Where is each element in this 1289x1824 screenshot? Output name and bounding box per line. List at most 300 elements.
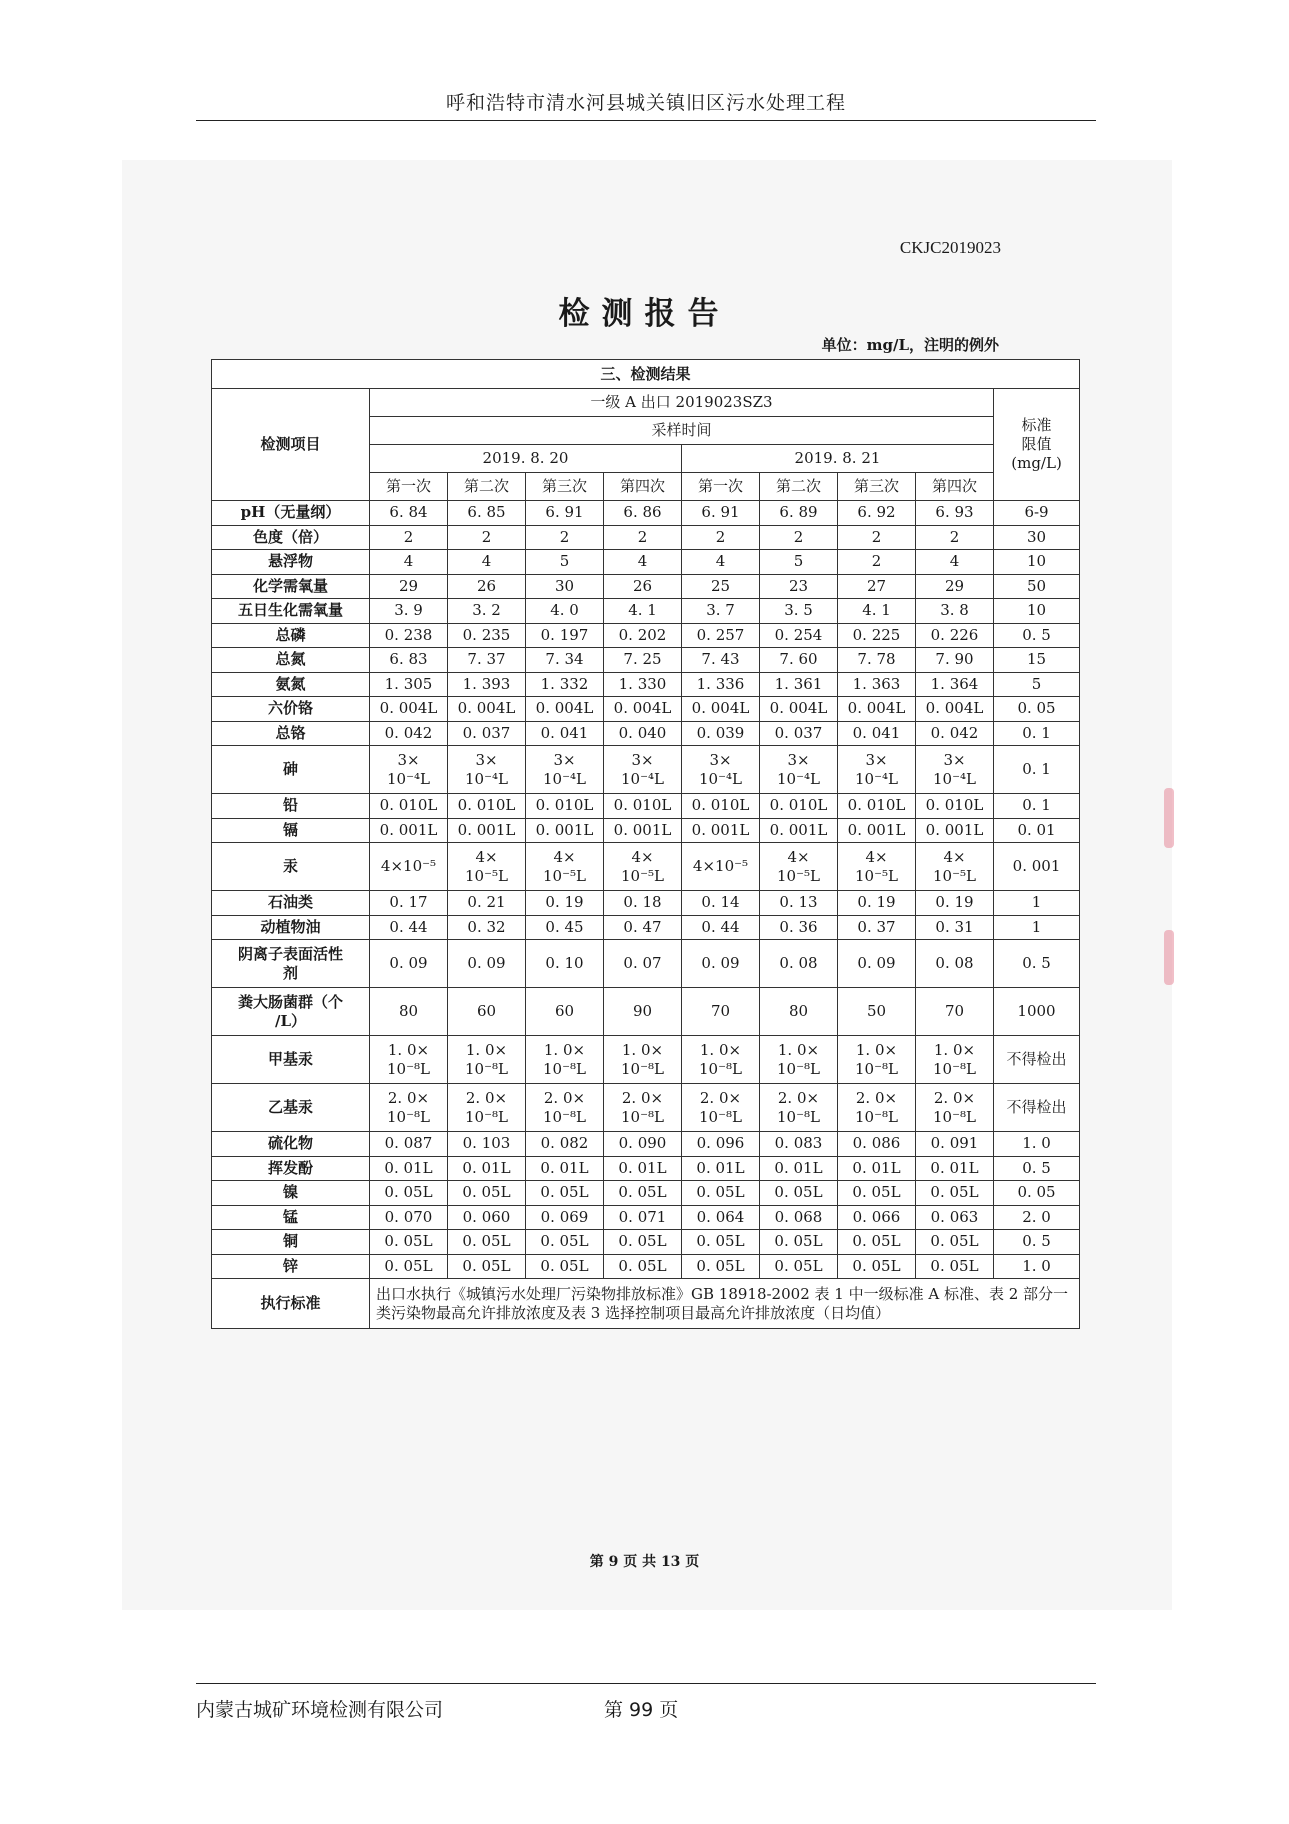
limit-value: 1. 0: [994, 1254, 1080, 1279]
measured-value: 2: [682, 525, 760, 550]
measured-value: 0. 01L: [682, 1156, 760, 1181]
measured-value: 0. 09: [448, 940, 526, 988]
measured-value: 0. 05L: [760, 1254, 838, 1279]
measured-value: 0. 103: [448, 1132, 526, 1157]
table-row: [212, 721, 1080, 746]
measured-value: 2: [526, 525, 604, 550]
limit-value: 1: [994, 915, 1080, 940]
measured-value: 0. 082: [526, 1132, 604, 1157]
table-row: [212, 891, 1080, 916]
table-row: [212, 672, 1080, 697]
measured-value: 0. 010L: [604, 794, 682, 819]
table-row: [212, 1156, 1080, 1181]
measured-value: 2: [370, 525, 448, 550]
measured-value: 27: [838, 574, 916, 599]
measured-value: 0. 004L: [526, 697, 604, 722]
item-name: 砷: [212, 746, 370, 794]
table-row: [212, 697, 1080, 722]
round-header: 第三次: [526, 473, 604, 501]
measured-value: 0. 01L: [526, 1156, 604, 1181]
item-name: 总氮: [212, 648, 370, 673]
limit-value: 1: [994, 891, 1080, 916]
measured-value: 2. 0× 10⁻⁸L: [838, 1084, 916, 1132]
round-header: 第四次: [604, 473, 682, 501]
measured-value: 0. 05L: [448, 1181, 526, 1206]
measured-value: 0. 060: [448, 1205, 526, 1230]
limit-value: 0. 5: [994, 1230, 1080, 1255]
measured-value: 0. 05L: [838, 1181, 916, 1206]
measured-value: 1. 305: [370, 672, 448, 697]
limit-value: 6-9: [994, 501, 1080, 526]
item-name: 色度（倍）: [212, 525, 370, 550]
limit-value: 30: [994, 525, 1080, 550]
measured-value: 0. 05L: [682, 1181, 760, 1206]
item-name: 粪大肠菌群（个 /L）: [212, 988, 370, 1036]
seal-fragment-2: [1164, 930, 1174, 985]
report-page-number: 第 9 页 共 13 页: [589, 1554, 700, 1570]
measured-value: 0. 07: [604, 940, 682, 988]
measured-value: 70: [682, 988, 760, 1036]
sampling-time-header: 采样时间: [370, 417, 994, 445]
sample-point: 一级 A 出口 2019023SZ3: [370, 389, 994, 417]
item-name: 硫化物: [212, 1132, 370, 1157]
measured-value: 0. 090: [604, 1132, 682, 1157]
measured-value: 0. 17: [370, 891, 448, 916]
item-name: 石油类: [212, 891, 370, 916]
measured-value: 7. 37: [448, 648, 526, 673]
measured-value: 1. 363: [838, 672, 916, 697]
measured-value: 1. 0× 10⁻⁸L: [448, 1036, 526, 1084]
measured-value: 2. 0× 10⁻⁸L: [526, 1084, 604, 1132]
measured-value: 0. 001L: [682, 818, 760, 843]
measured-value: 7. 43: [682, 648, 760, 673]
measured-value: 0. 05L: [448, 1254, 526, 1279]
limit-value: 2. 0: [994, 1205, 1080, 1230]
table-row: [212, 501, 1080, 526]
measured-value: 4× 10⁻⁵L: [838, 843, 916, 891]
seal-fragment-1: [1164, 788, 1174, 848]
measured-value: 0. 010L: [838, 794, 916, 819]
measured-value: 0. 197: [526, 623, 604, 648]
measured-value: 7. 90: [916, 648, 994, 673]
measured-value: 2: [838, 525, 916, 550]
measured-value: 0. 042: [916, 721, 994, 746]
measured-value: 7. 34: [526, 648, 604, 673]
measured-value: 0. 096: [682, 1132, 760, 1157]
measured-value: 0. 001L: [604, 818, 682, 843]
report-title: 检测报告: [558, 296, 731, 332]
table-row: [212, 843, 1080, 891]
measured-value: 0. 004L: [448, 697, 526, 722]
measured-value: 0. 037: [448, 721, 526, 746]
measured-value: 0. 44: [682, 915, 760, 940]
measured-value: 0. 19: [838, 891, 916, 916]
table-row: [212, 574, 1080, 599]
measured-value: 90: [604, 988, 682, 1036]
unit-note: 单位：mg/L，注明的例外: [821, 336, 999, 354]
measured-value: 1. 336: [682, 672, 760, 697]
measured-value: 6. 89: [760, 501, 838, 526]
measured-value: 1. 0× 10⁻⁸L: [916, 1036, 994, 1084]
measured-value: 7. 60: [760, 648, 838, 673]
measured-value: 60: [448, 988, 526, 1036]
measured-value: 3× 10⁻⁴L: [448, 746, 526, 794]
measured-value: 0. 001L: [526, 818, 604, 843]
measured-value: 2. 0× 10⁻⁸L: [760, 1084, 838, 1132]
measured-value: 4× 10⁻⁵L: [916, 843, 994, 891]
measured-value: 0. 010L: [526, 794, 604, 819]
measured-value: 7. 78: [838, 648, 916, 673]
measured-value: 0. 001L: [370, 818, 448, 843]
table-row: [212, 1230, 1080, 1255]
measured-value: 30: [526, 574, 604, 599]
round-header: 第三次: [838, 473, 916, 501]
measured-value: 4× 10⁻⁵L: [448, 843, 526, 891]
measured-value: 0. 01L: [604, 1156, 682, 1181]
item-name: 六价铬: [212, 697, 370, 722]
limit-value: 50: [994, 574, 1080, 599]
measured-value: 0. 010L: [916, 794, 994, 819]
table-row: [212, 648, 1080, 673]
limit-value: 0. 05: [994, 697, 1080, 722]
measured-value: 0. 064: [682, 1205, 760, 1230]
item-name: 悬浮物: [212, 550, 370, 575]
measured-value: 0. 091: [916, 1132, 994, 1157]
measured-value: 0. 041: [838, 721, 916, 746]
section-heading: 三、检测结果: [212, 360, 1080, 389]
round-header: 第一次: [370, 473, 448, 501]
measured-value: 4× 10⁻⁵L: [760, 843, 838, 891]
measured-value: 1. 0× 10⁻⁸L: [604, 1036, 682, 1084]
date-header: 2019. 8. 20: [370, 445, 682, 473]
limit-value: 0. 5: [994, 1156, 1080, 1181]
measured-value: 6. 85: [448, 501, 526, 526]
measured-value: 0. 05L: [682, 1254, 760, 1279]
measured-value: 2. 0× 10⁻⁸L: [604, 1084, 682, 1132]
measured-value: 1. 393: [448, 672, 526, 697]
measured-value: 0. 001L: [838, 818, 916, 843]
item-name: 铜: [212, 1230, 370, 1255]
limit-value: 0. 1: [994, 721, 1080, 746]
limit-value: 不得检出: [994, 1036, 1080, 1084]
item-header: 检测项目: [212, 389, 370, 501]
table-row: [212, 1181, 1080, 1206]
measured-value: 2. 0× 10⁻⁸L: [916, 1084, 994, 1132]
measured-value: 0. 01L: [838, 1156, 916, 1181]
measured-value: 0. 004L: [760, 697, 838, 722]
round-header: 第二次: [760, 473, 838, 501]
limit-value: 0. 5: [994, 623, 1080, 648]
measured-value: 0. 041: [526, 721, 604, 746]
item-name: 镉: [212, 818, 370, 843]
table-row: [212, 623, 1080, 648]
measured-value: 0. 257: [682, 623, 760, 648]
measured-value: 0. 087: [370, 1132, 448, 1157]
measured-value: 3× 10⁻⁴L: [760, 746, 838, 794]
measured-value: 4× 10⁻⁵L: [604, 843, 682, 891]
measured-value: 0. 063: [916, 1205, 994, 1230]
measured-value: 3× 10⁻⁴L: [526, 746, 604, 794]
measured-value: 1. 361: [760, 672, 838, 697]
date-header: 2019. 8. 21: [682, 445, 994, 473]
measured-value: 3× 10⁻⁴L: [838, 746, 916, 794]
measured-value: 3× 10⁻⁴L: [604, 746, 682, 794]
measured-value: 0. 05L: [838, 1254, 916, 1279]
measured-value: 0. 05L: [370, 1230, 448, 1255]
measured-value: 0. 09: [370, 940, 448, 988]
measured-value: 0. 01L: [448, 1156, 526, 1181]
measured-value: 23: [760, 574, 838, 599]
measured-value: 0. 14: [682, 891, 760, 916]
limit-value: 10: [994, 550, 1080, 575]
measured-value: 3× 10⁻⁴L: [682, 746, 760, 794]
measured-value: 2: [916, 525, 994, 550]
measured-value: 0. 05L: [682, 1230, 760, 1255]
measured-value: 0. 05L: [604, 1254, 682, 1279]
measured-value: 1. 0× 10⁻⁸L: [838, 1036, 916, 1084]
table-row: [212, 1205, 1080, 1230]
item-name: 镍: [212, 1181, 370, 1206]
measured-value: 0. 069: [526, 1205, 604, 1230]
measured-value: 0. 05L: [916, 1181, 994, 1206]
measured-value: 1. 332: [526, 672, 604, 697]
measured-value: 0. 01L: [760, 1156, 838, 1181]
standard-row: [212, 1279, 1080, 1329]
measured-value: 0. 19: [526, 891, 604, 916]
measured-value: 0. 18: [604, 891, 682, 916]
measured-value: 0. 10: [526, 940, 604, 988]
standard-text: 出口水执行《城镇污水处理厂污染物排放标准》GB 18918-2002 表 1 中一级标准 A 标准、表 2 部分一类污染物最高允许排放浓度及表 3 选择控制项目最高允许排放浓度（日均值）: [370, 1279, 1080, 1329]
measured-value: 2: [838, 550, 916, 575]
measured-value: 4×10⁻⁵: [682, 843, 760, 891]
measured-value: 0. 05L: [448, 1230, 526, 1255]
limit-value: 1000: [994, 988, 1080, 1036]
measured-value: 29: [916, 574, 994, 599]
item-name: 动植物油: [212, 915, 370, 940]
item-name: 氨氮: [212, 672, 370, 697]
item-name: 总磷: [212, 623, 370, 648]
measured-value: 0. 13: [760, 891, 838, 916]
measured-value: 4: [916, 550, 994, 575]
measured-value: 3. 9: [370, 599, 448, 624]
results-table: [211, 359, 1080, 1329]
standard-label: 执行标准: [212, 1279, 370, 1329]
measured-value: 0. 010L: [682, 794, 760, 819]
measured-value: 0. 001L: [760, 818, 838, 843]
measured-value: 0. 09: [682, 940, 760, 988]
measured-value: 1. 0× 10⁻⁸L: [526, 1036, 604, 1084]
item-name: 锰: [212, 1205, 370, 1230]
measured-value: 0. 05L: [604, 1181, 682, 1206]
limit-value: 5: [994, 672, 1080, 697]
measured-value: 4: [682, 550, 760, 575]
measured-value: 0. 05L: [526, 1230, 604, 1255]
measured-value: 2. 0× 10⁻⁸L: [370, 1084, 448, 1132]
table-row: [212, 746, 1080, 794]
measured-value: 6. 91: [526, 501, 604, 526]
item-name: 总铬: [212, 721, 370, 746]
limit-value: 0. 001: [994, 843, 1080, 891]
standard-limit-header: 标准 限值 (mg/L): [994, 389, 1080, 501]
measured-value: 0. 004L: [916, 697, 994, 722]
measured-value: 0. 066: [838, 1205, 916, 1230]
round-header: 第四次: [916, 473, 994, 501]
measured-value: 70: [916, 988, 994, 1036]
table-row: [212, 1132, 1080, 1157]
table-row: [212, 940, 1080, 988]
measured-value: 0. 238: [370, 623, 448, 648]
table-row: [212, 988, 1080, 1036]
measured-value: 0. 05L: [370, 1254, 448, 1279]
measured-value: 0. 083: [760, 1132, 838, 1157]
measured-value: 0. 08: [916, 940, 994, 988]
measured-value: 0. 05L: [916, 1230, 994, 1255]
measured-value: 0. 254: [760, 623, 838, 648]
measured-value: 0. 202: [604, 623, 682, 648]
limit-value: 10: [994, 599, 1080, 624]
table-row: [212, 550, 1080, 575]
measured-value: 0. 004L: [838, 697, 916, 722]
measured-value: 4: [370, 550, 448, 575]
measured-value: 0. 05L: [760, 1230, 838, 1255]
measured-value: 0. 36: [760, 915, 838, 940]
measured-value: 2: [760, 525, 838, 550]
measured-value: 0. 004L: [604, 697, 682, 722]
item-name: pH（无量纲）: [212, 501, 370, 526]
measured-value: 2: [448, 525, 526, 550]
item-name: 铅: [212, 794, 370, 819]
measured-value: 2. 0× 10⁻⁸L: [682, 1084, 760, 1132]
measured-value: 3× 10⁻⁴L: [916, 746, 994, 794]
measured-value: 4: [604, 550, 682, 575]
measured-value: 6. 91: [682, 501, 760, 526]
measured-value: 0. 05L: [370, 1181, 448, 1206]
measured-value: 5: [526, 550, 604, 575]
table-row: [212, 818, 1080, 843]
table-row: [212, 1084, 1080, 1132]
table-row: [212, 599, 1080, 624]
measured-value: 4. 1: [838, 599, 916, 624]
measured-value: 6. 93: [916, 501, 994, 526]
item-name: 汞: [212, 843, 370, 891]
measured-value: 0. 05L: [604, 1230, 682, 1255]
measured-value: 3. 8: [916, 599, 994, 624]
table-row: [212, 1254, 1080, 1279]
page-header-title: 呼和浩特市清水河县城关镇旧区污水处理工程: [445, 92, 846, 114]
measured-value: 0. 004L: [682, 697, 760, 722]
table-row: [212, 1036, 1080, 1084]
measured-value: 0. 05L: [526, 1254, 604, 1279]
item-name: 五日生化需氧量: [212, 599, 370, 624]
measured-value: 0. 05L: [838, 1230, 916, 1255]
measured-value: 2. 0× 10⁻⁸L: [448, 1084, 526, 1132]
table-row: [212, 794, 1080, 819]
document-code: CKJC2019023: [899, 238, 1001, 257]
measured-value: 0. 226: [916, 623, 994, 648]
round-header: 第一次: [682, 473, 760, 501]
header-rule: [196, 120, 1096, 121]
measured-value: 0. 086: [838, 1132, 916, 1157]
measured-value: 0. 042: [370, 721, 448, 746]
measured-value: 0. 225: [838, 623, 916, 648]
measured-value: 7. 25: [604, 648, 682, 673]
footer-page-number: 第 99 页: [604, 1699, 679, 1721]
item-name: 乙基汞: [212, 1084, 370, 1132]
measured-value: 0. 05L: [760, 1181, 838, 1206]
item-name: 阴离子表面活性 剂: [212, 940, 370, 988]
measured-value: 0. 08: [760, 940, 838, 988]
measured-value: 26: [448, 574, 526, 599]
measured-value: 0. 45: [526, 915, 604, 940]
measured-value: 1. 364: [916, 672, 994, 697]
measured-value: 0. 010L: [448, 794, 526, 819]
measured-value: 26: [604, 574, 682, 599]
footer-company: 内蒙古城矿环境检测有限公司: [196, 1699, 444, 1721]
measured-value: 0. 010L: [370, 794, 448, 819]
limit-value: 0. 5: [994, 940, 1080, 988]
measured-value: 2: [604, 525, 682, 550]
limit-value: 15: [994, 648, 1080, 673]
measured-value: 0. 44: [370, 915, 448, 940]
measured-value: 25: [682, 574, 760, 599]
measured-value: 0. 37: [838, 915, 916, 940]
measured-value: 0. 068: [760, 1205, 838, 1230]
limit-value: 0. 1: [994, 746, 1080, 794]
item-name: 甲基汞: [212, 1036, 370, 1084]
measured-value: 1. 0× 10⁻⁸L: [682, 1036, 760, 1084]
measured-value: 3. 5: [760, 599, 838, 624]
measured-value: 0. 001L: [916, 818, 994, 843]
measured-value: 0. 070: [370, 1205, 448, 1230]
measured-value: 4. 1: [604, 599, 682, 624]
limit-value: 不得检出: [994, 1084, 1080, 1132]
measured-value: 1. 330: [604, 672, 682, 697]
measured-value: 0. 004L: [370, 697, 448, 722]
measured-value: 3× 10⁻⁴L: [370, 746, 448, 794]
item-name: 锌: [212, 1254, 370, 1279]
measured-value: 80: [370, 988, 448, 1036]
measured-value: 0. 039: [682, 721, 760, 746]
measured-value: 1. 0× 10⁻⁸L: [370, 1036, 448, 1084]
measured-value: 3. 2: [448, 599, 526, 624]
measured-value: 5: [760, 550, 838, 575]
measured-value: 0. 05L: [916, 1254, 994, 1279]
measured-value: 0. 071: [604, 1205, 682, 1230]
measured-value: 0. 235: [448, 623, 526, 648]
measured-value: 50: [838, 988, 916, 1036]
limit-value: 1. 0: [994, 1132, 1080, 1157]
measured-value: 0. 09: [838, 940, 916, 988]
measured-value: 0. 01L: [916, 1156, 994, 1181]
limit-value: 0. 05: [994, 1181, 1080, 1206]
measured-value: 4. 0: [526, 599, 604, 624]
limit-value: 0. 01: [994, 818, 1080, 843]
measured-value: 0. 19: [916, 891, 994, 916]
table-row: [212, 915, 1080, 940]
item-name: 化学需氧量: [212, 574, 370, 599]
measured-value: 4× 10⁻⁵L: [526, 843, 604, 891]
measured-value: 0. 037: [760, 721, 838, 746]
measured-value: 0. 31: [916, 915, 994, 940]
round-header: 第二次: [448, 473, 526, 501]
measured-value: 6. 92: [838, 501, 916, 526]
measured-value: 0. 21: [448, 891, 526, 916]
measured-value: 0. 001L: [448, 818, 526, 843]
measured-value: 29: [370, 574, 448, 599]
measured-value: 0. 040: [604, 721, 682, 746]
measured-value: 0. 32: [448, 915, 526, 940]
measured-value: 4×10⁻⁵: [370, 843, 448, 891]
